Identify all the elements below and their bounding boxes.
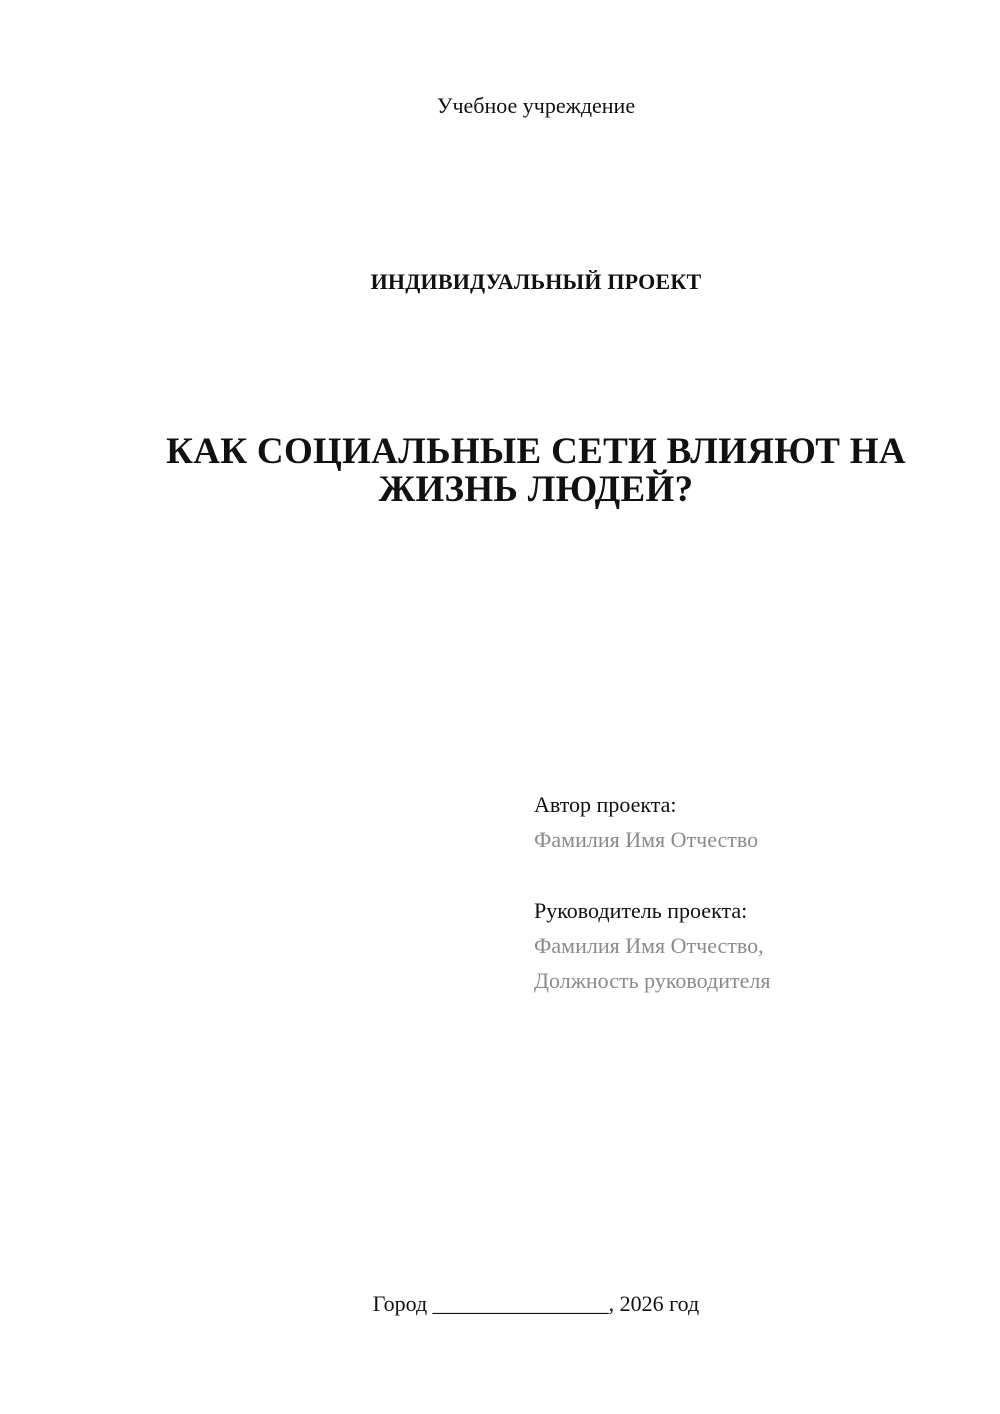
supervisor-block bbox=[534, 893, 954, 998]
project-title-line-2: ЖИЗНЬ ЛЮДЕЙ? bbox=[378, 469, 694, 510]
document-type: ИНДИВИДУАЛЬНЫЙ ПРОЕКТ bbox=[370, 269, 702, 294]
institution-name: Учебное учреждение bbox=[436, 93, 636, 118]
city-year-line: Город ________________, 2026 год bbox=[372, 1291, 700, 1316]
supervisor-position: Должность руководителя bbox=[534, 968, 771, 993]
project-title bbox=[150, 433, 922, 509]
author-name: Фамилия Имя Отчество bbox=[534, 827, 759, 852]
author-block bbox=[534, 787, 954, 857]
supervisor-label: Руководитель проекта: bbox=[534, 898, 748, 923]
project-title-line-1: КАК СОЦИАЛЬНЫЕ СЕТИ ВЛИЯЮТ НА bbox=[166, 431, 906, 472]
supervisor-name: Фамилия Имя Отчество, bbox=[534, 933, 764, 958]
author-label: Автор проекта: bbox=[534, 792, 677, 817]
